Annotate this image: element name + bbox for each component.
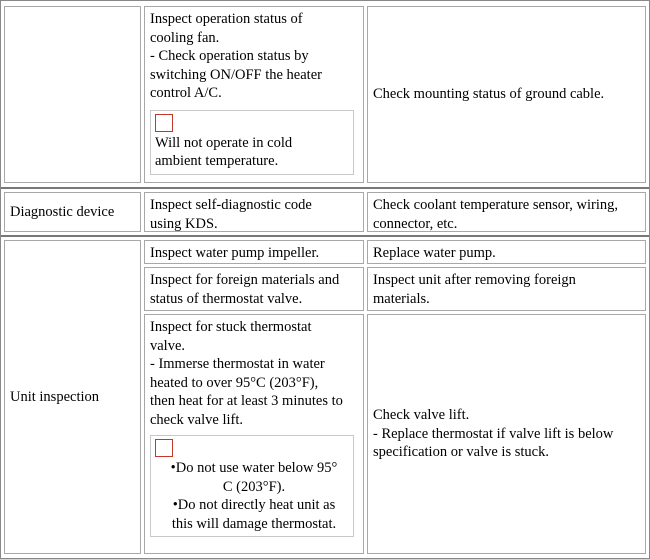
note-line: C (203°F). bbox=[222, 478, 286, 495]
text-line: status of thermostat valve. bbox=[150, 290, 303, 307]
text-line: Check coolant temperature sensor, wiring, bbox=[373, 197, 619, 213]
text-line: - Replace thermostat if valve lift is below bbox=[373, 425, 614, 442]
text-line: switching ON/OFF the heater bbox=[150, 66, 322, 83]
text-line: Inspect unit after removing foreign bbox=[373, 272, 576, 288]
item-label: Diagnostic device bbox=[10, 203, 115, 220]
text-line: Check valve lift. bbox=[373, 407, 470, 424]
table-row-diagnostic bbox=[1, 189, 649, 235]
warning-square-icon bbox=[155, 439, 173, 457]
note-line: •Do not use water below 95° bbox=[170, 460, 338, 476]
note-line: Will not operate in cold bbox=[155, 134, 293, 151]
text-line: Inspect for stuck thermostat bbox=[150, 319, 312, 335]
note-line: •Do not directly heat unit as bbox=[172, 497, 336, 513]
text-line: specification or valve is stuck. bbox=[373, 444, 549, 461]
action-text: Check mounting status of ground cable. bbox=[373, 86, 605, 103]
text-line: then heat for at least 3 minutes to bbox=[150, 393, 343, 409]
text-line: materials. bbox=[373, 290, 430, 307]
action-cell bbox=[367, 6, 646, 183]
action-cell bbox=[367, 240, 646, 264]
text-line: Inspect self-diagnostic code bbox=[150, 197, 312, 213]
item-cell-empty bbox=[4, 6, 141, 183]
text-line: - Check operation status by bbox=[150, 48, 309, 64]
item-cell bbox=[4, 192, 141, 232]
note-bullet bbox=[155, 496, 349, 533]
item-label: Unit inspection bbox=[10, 388, 100, 405]
table-row-unit-inspection bbox=[1, 237, 649, 557]
text-line: heated to over 95°C (203°F), bbox=[150, 374, 319, 391]
note-box bbox=[150, 435, 354, 537]
text-line: cooling fan. bbox=[150, 29, 220, 46]
note-bullet bbox=[155, 459, 349, 496]
check-cell bbox=[144, 240, 364, 264]
check-text bbox=[150, 10, 358, 103]
text-line: Inspect operation status of bbox=[150, 11, 303, 27]
text-line: Inspect for foreign materials and bbox=[150, 272, 340, 288]
text-line: control A/C. bbox=[150, 85, 222, 101]
text-line: - Immerse thermostat in water bbox=[150, 356, 325, 372]
check-cell bbox=[144, 314, 364, 554]
check-cell bbox=[144, 192, 364, 232]
item-cell bbox=[4, 240, 141, 554]
text-line: Replace water pump. bbox=[373, 245, 496, 261]
note-line: this will damage thermostat. bbox=[171, 515, 337, 532]
check-cell bbox=[144, 6, 364, 183]
text-line: valve. bbox=[150, 337, 186, 354]
note-box bbox=[150, 110, 354, 175]
action-text bbox=[373, 406, 613, 462]
action-cell bbox=[367, 267, 646, 311]
action-cell bbox=[367, 314, 646, 554]
check-cell bbox=[144, 267, 364, 311]
action-cell bbox=[367, 192, 646, 232]
note-line: ambient temperature. bbox=[155, 153, 279, 169]
text-line: connector, etc. bbox=[373, 215, 458, 232]
text-line: Inspect water pump impeller. bbox=[150, 245, 320, 261]
text-line: check valve lift. bbox=[150, 411, 243, 428]
warning-square-icon bbox=[155, 114, 173, 132]
text-line: using KDS. bbox=[150, 215, 218, 232]
table-row-cooling-fan bbox=[1, 3, 649, 186]
